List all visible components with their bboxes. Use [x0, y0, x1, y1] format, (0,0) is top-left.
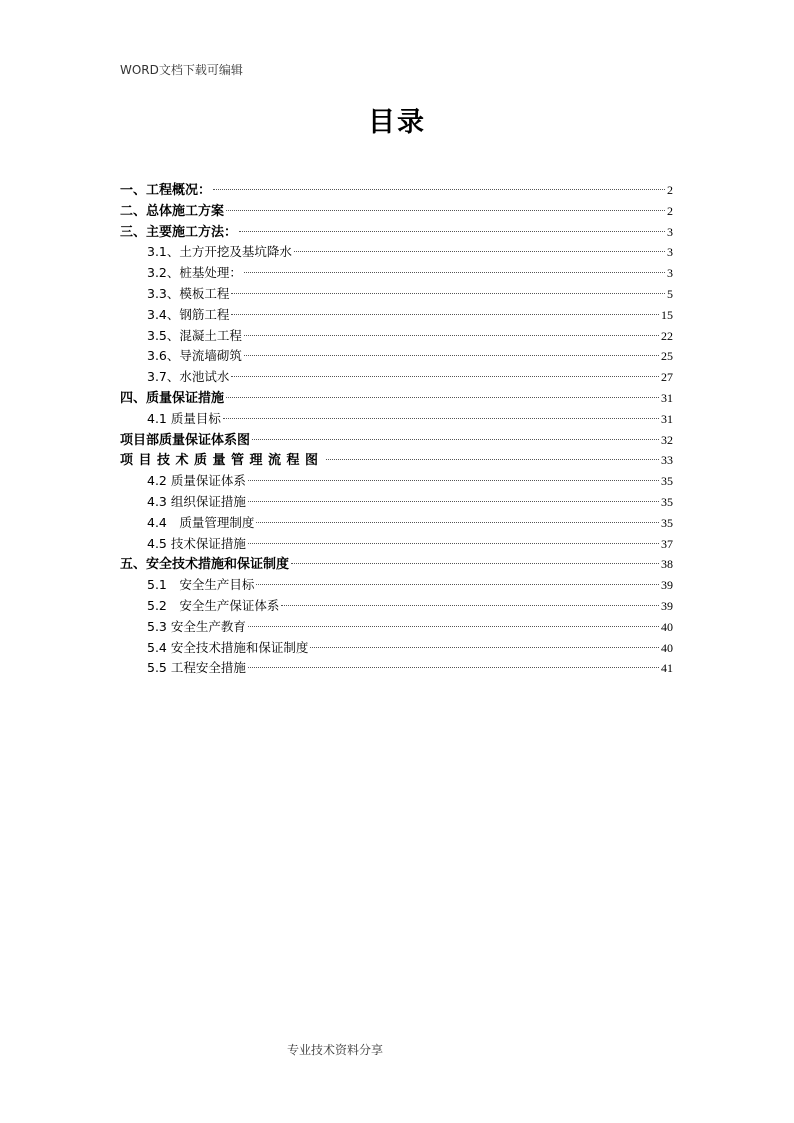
toc-entry-page-number: 3: [667, 224, 673, 239]
toc-entry[interactable]: [120, 388, 673, 409]
toc-entry[interactable]: [120, 450, 673, 471]
toc-dot-leader: [231, 293, 665, 294]
toc-entry[interactable]: [120, 658, 673, 679]
toc-dot-leader: [248, 501, 659, 502]
toc-entry-label: 4.3 组织保证措施: [147, 493, 246, 509]
toc-entry-page-number: 39: [661, 578, 673, 593]
toc-entry-label: 4.4 质量管理制度: [147, 514, 255, 530]
toc-entry[interactable]: [120, 575, 673, 596]
toc-entry-label: 5.5 工程安全措施: [147, 660, 246, 676]
toc-dot-leader: [256, 584, 659, 585]
toc-entry-label: 4.5 技术保证措施: [147, 535, 246, 551]
toc-entry[interactable]: [120, 201, 673, 222]
toc-entry-label: 5.4 安全技术措施和保证制度: [147, 639, 309, 655]
toc-dot-leader: [244, 335, 659, 336]
toc-entry[interactable]: [120, 430, 673, 451]
toc-entry-label: 5.2 安全生产保证体系: [147, 597, 280, 613]
toc-entry[interactable]: [120, 222, 673, 243]
toc-dot-leader: [248, 480, 659, 481]
toc-entry-label: 3.6、导流墙砌筑: [147, 348, 242, 364]
toc-dot-leader: [252, 439, 659, 440]
toc-entry-page-number: 2: [667, 183, 673, 197]
toc-entry-page-number: 5: [667, 286, 673, 301]
toc-entry-label: 3.3、模板工程: [147, 285, 230, 301]
toc-entry-page-number: 39: [661, 598, 673, 613]
toc-entry-label: 3.1、土方开挖及基坑降水: [147, 244, 292, 260]
toc-entry-label: 一、工程概况：: [120, 183, 212, 198]
toc-entry-page-number: 3: [667, 266, 673, 281]
toc-entry[interactable]: [120, 263, 673, 284]
toc-entry[interactable]: [120, 367, 673, 388]
toc-dot-leader: [213, 189, 665, 190]
toc-entry-page-number: 35: [661, 494, 673, 509]
toc-dot-leader: [244, 355, 659, 356]
toc-entry[interactable]: [120, 305, 673, 326]
toc-entry-page-number: 35: [661, 474, 673, 489]
toc-entry-label: 四、质量保证措施: [120, 390, 225, 406]
toc-entry-page-number: 22: [661, 328, 673, 343]
toc-entry[interactable]: [120, 617, 673, 638]
toc-dot-leader: [248, 543, 659, 544]
toc-dot-leader: [294, 251, 665, 252]
toc-entry[interactable]: [120, 180, 673, 201]
toc-entry-page-number: 40: [661, 640, 673, 655]
toc-entry-label: 五、安全技术措施和保证制度: [120, 557, 290, 573]
toc-entry-label: 3.7、水池试水: [147, 369, 230, 385]
toc-dot-leader: [226, 210, 665, 211]
page-title: 目录: [368, 107, 426, 138]
toc-entry-page-number: 3: [667, 245, 673, 260]
toc-entry[interactable]: [120, 326, 673, 347]
toc-entry[interactable]: [120, 471, 673, 492]
toc-entry[interactable]: [120, 409, 673, 430]
toc-entry-page-number: 2: [667, 203, 673, 218]
page-footer: 专业技术资料分享: [287, 1043, 384, 1057]
toc-entry-page-number: 15: [661, 307, 673, 322]
toc-entry-page-number: 31: [661, 411, 673, 426]
toc-entry-label: 3.5、混凝土工程: [147, 327, 242, 343]
toc-entry[interactable]: [120, 513, 673, 534]
toc-dot-leader: [223, 418, 659, 419]
toc-entry-label: 4.2 质量保证体系: [147, 473, 246, 489]
toc-entry-page-number: 31: [661, 390, 673, 405]
toc-dot-leader: [256, 522, 659, 523]
toc-entry-label: 3.4、钢筋工程: [147, 306, 230, 322]
table-of-contents: [120, 180, 673, 679]
toc-entry-page-number: 27: [661, 370, 673, 385]
toc-entry[interactable]: [120, 284, 673, 305]
toc-entry-label: 4.1 质量目标: [147, 410, 221, 426]
toc-entry-page-number: 35: [661, 515, 673, 530]
toc-entry-page-number: 41: [661, 661, 673, 676]
toc-entry-label: 二、总体施工方案: [120, 203, 225, 219]
toc-entry[interactable]: [120, 596, 673, 617]
toc-entry-page-number: 37: [661, 536, 673, 551]
toc-entry[interactable]: [120, 638, 673, 659]
toc-dot-leader: [291, 563, 659, 564]
toc-entry-page-number: 33: [661, 453, 673, 468]
toc-dot-leader: [310, 647, 659, 648]
toc-entry[interactable]: [120, 534, 673, 555]
toc-entry-page-number: 40: [661, 619, 673, 634]
toc-entry[interactable]: [120, 554, 673, 575]
toc-entry-label: 5.3 安全生产教育: [147, 618, 246, 634]
toc-dot-leader: [326, 459, 659, 460]
toc-entry-label: 5.1 安全生产目标: [147, 577, 255, 593]
toc-dot-leader: [248, 626, 659, 627]
toc-dot-leader: [239, 231, 665, 232]
toc-entry-page-number: 38: [661, 557, 673, 572]
toc-dot-leader: [226, 397, 659, 398]
toc-dot-leader: [231, 314, 659, 315]
toc-dot-leader: [244, 272, 665, 273]
toc-entry[interactable]: [120, 346, 673, 367]
toc-dot-leader: [281, 605, 659, 606]
toc-dot-leader: [248, 667, 659, 668]
toc-entry[interactable]: [120, 242, 673, 263]
toc-entry-page-number: 32: [661, 432, 673, 447]
toc-dot-leader: [231, 376, 659, 377]
page-header: WORD文档下载可编辑: [120, 63, 243, 77]
toc-entry-label: 项目部质量保证体系图: [120, 432, 251, 448]
toc-entry-label: 3.2、桩基处理：: [147, 265, 242, 281]
toc-entry-label: 三、主要施工方法：: [120, 224, 238, 240]
toc-entry[interactable]: [120, 492, 673, 513]
toc-entry-page-number: 25: [661, 349, 673, 364]
toc-entry-label: 项目技术质量管理流程图: [120, 453, 324, 469]
